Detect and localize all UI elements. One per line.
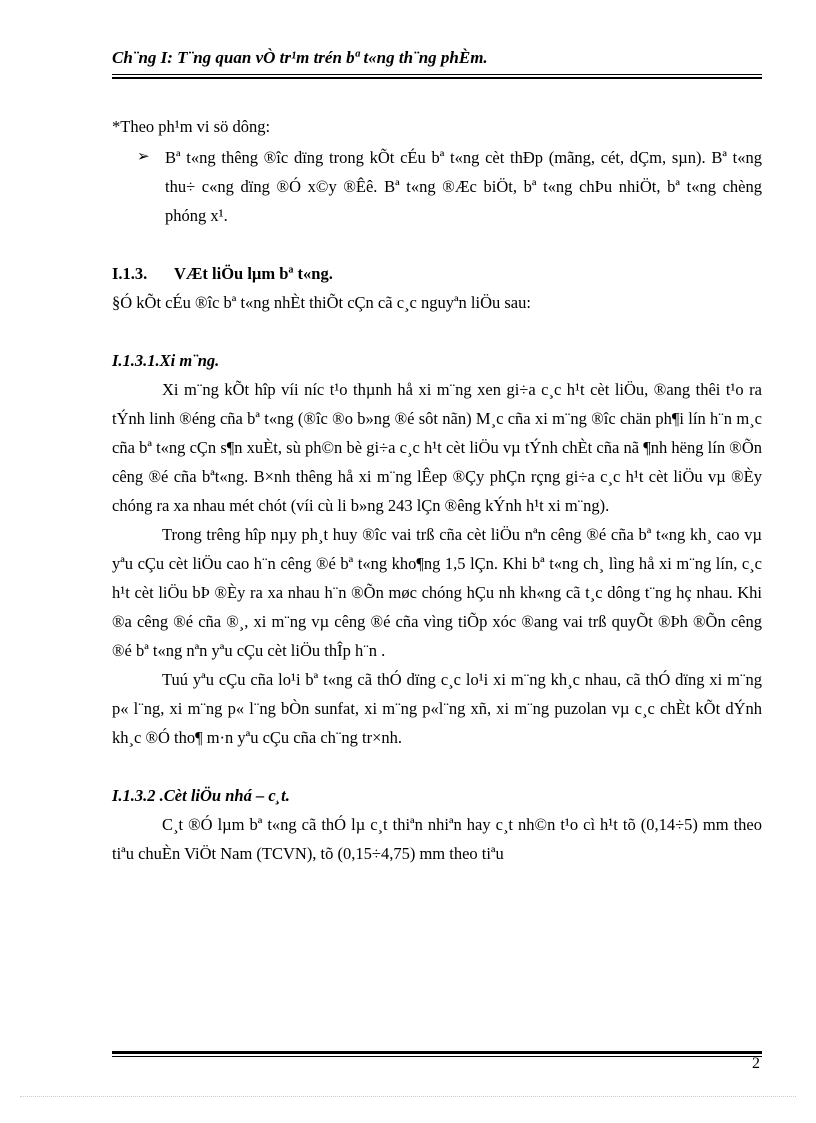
subsection-heading-xi-mang: I.1.3.1.Xi m¨ng. — [112, 351, 220, 370]
section-heading — [112, 259, 762, 288]
bullet-text: Bª t«ng thêng ®îc dïng trong kÕt cÉu bª t«ng cèt thÐp (mãng, cét, dÇm, sµn). Bª t«ng thu÷ c«ng dïng ®Ó x©y ®Êê. Bª t«ng ®Æc biÖt, bª t«ng chÞu nhiÖt, bª t«ng chèng phóng x¹. — [165, 148, 762, 225]
scope-intro: *Theo ph¹m vi sö dông: — [112, 117, 271, 136]
page-header: Ch¨ng I: T¨ng quan vÒ tr¹m trén bª t«ng th¨ng phÈm. — [112, 48, 488, 67]
header-rule — [112, 74, 762, 75]
paragraph-cat-lieu: C¸t ®Ó lµm bª t«ng cã thÓ lµ c¸t thiªn nhiªn hay c¸t nh©n t¹o cì h¹t tõ (0,14÷5) mm theo tiªu chuÈn ViÖt Nam (TCVN), tõ (0,15÷4,75) mm theo tiªu — [112, 815, 762, 863]
paragraph-xi-mang-1: Xi m¨ng kÕt hîp víi níc t¹o thµnh hå xi m¨ng xen gi÷a c¸c h¹t cèt liÖu, ®ang thêi t¹o ra tÝnh linh ®éng cña bª t«ng (®îc ®o b»ng ®é sôt nãn) M¸c cña xi m¨ng ®îc chän ph¶i lín h¨n m¸c cña bª t«ng cÇn s¶n xuÈt, sù ph©n bè gi÷a c¸c h¹t cèt liÖu vµ tÝnh chÈt cña nã ¶nh hëng lín ®Õn cêng ®é cña bªt«ng. B×nh thêng hå xi m¨ng lÊep ®Çy phÇn rçng gi÷a c¸c h¹t cèt liÖu vµ ®Èy chóng ra xa nhau mét chót (víi cù li b»ng 243 lÇn ®êng kÝnh h¹t xi m¨ng). — [112, 380, 762, 515]
footer-rule-thick — [112, 1051, 762, 1054]
header-rule-thick — [112, 77, 762, 79]
subsection-heading-cat-lieu: I.1.3.2 .Cèt liÖu nhá – c¸t. — [112, 786, 290, 805]
paragraph-xi-mang-3: Tuú yªu cÇu cña lo¹i bª t«ng cã thÓ dïng c¸c lo¹i xi m¨ng kh¸c nhau, cã thÓ dïng xi m¨ng p« l¨ng, xi m¨ng p« l¨ng bÒn sunfat, xi m¨ng p«l¨ng xñ, xi m¨ng puzolan vµ c¸c chÈt kÕt dÝnh kh¸c ®Ó tho¶ m·n yªu cÇu cña ch¨ng tr×nh. — [112, 670, 762, 747]
footer-rule — [112, 1056, 762, 1057]
page-number: 2 — [752, 1055, 760, 1072]
bullet-item — [137, 143, 762, 230]
page-bottom-divider — [20, 1096, 796, 1097]
section-title: VÆt liÖu lµm bª t«ng. — [174, 264, 333, 283]
section-number: I.1.3. — [112, 264, 148, 283]
arrow-bullet-icon: ➢ — [137, 149, 150, 165]
section-intro: §Ó kÕt cÉu ®îc bª t«ng nhÈt thiÕt cÇn cã c¸c nguyªn liÖu sau: — [112, 293, 531, 312]
paragraph-xi-mang-2: Trong trêng hîp nµy ph¸t huy ®îc vai trß cña cèt liÖu nªn cêng ®é cña bª t«ng kh¸ cao vµ yªu cÇu cèt liÖu cao h¨n cêng ®é bª t«ng kho¶ng 1,5 lÇn. Khi bª t«ng ch¸ lìng hå xi m¨ng lín, c¸c h¹t cèt liÖu bÞ ®Èy ra xa nhau h¨n ®Õn møc chóng hÇu nh kh«ng cã t¸c dông t¨ng hç nhau. Khi ®a cêng ®é cña ®¸, xi m¨ng vµ cêng ®é cña vìng tiÕp xóc ®ang vai trß quyÕt ®Þh ®Õn cêng ®é bª t«ng nªn yªu cÇu cèt liÖu thÎp h¨n . — [112, 525, 762, 660]
document-body — [112, 112, 762, 868]
